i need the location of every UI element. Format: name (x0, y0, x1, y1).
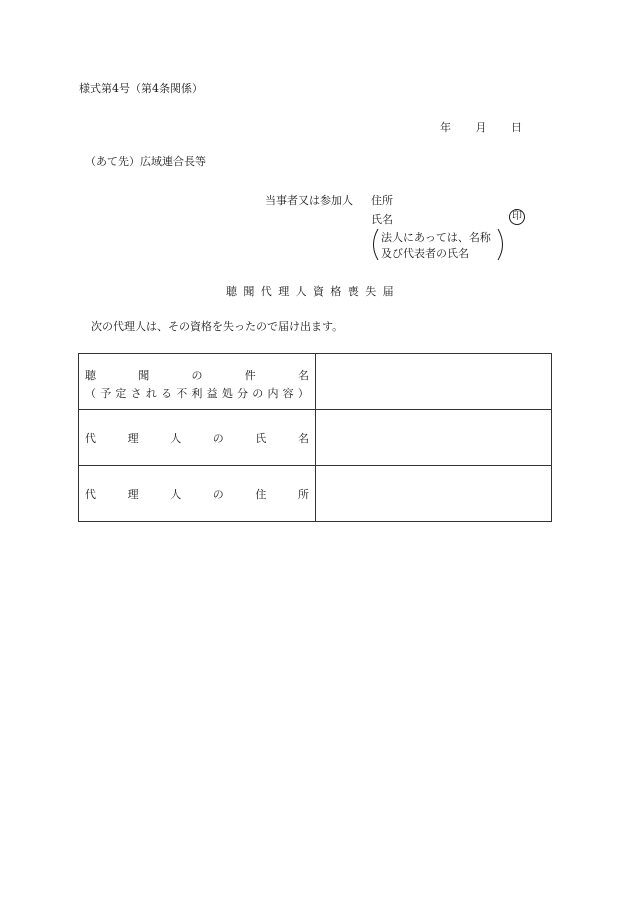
label-cell-hearing-subject (79, 354, 316, 410)
label-char: 理 (127, 431, 139, 445)
table-row (79, 354, 552, 410)
label-char: 氏 (255, 431, 267, 445)
label-char: 住 (255, 487, 267, 501)
label-char: 分 (237, 387, 249, 400)
label-char: 処 (221, 387, 233, 400)
label-char: の (212, 487, 224, 501)
label-char: 益 (206, 387, 218, 400)
label-char: る (161, 387, 173, 400)
label-char: 利 (191, 387, 203, 400)
corporation-note-line1: 法人にあっては、名称 (381, 231, 491, 244)
seal-mark: 印 (509, 209, 525, 225)
label-char: ） (297, 387, 309, 400)
address-label: 住所 (371, 194, 393, 207)
label-char: 名 (298, 369, 309, 382)
label-cell-agent-address (79, 466, 316, 522)
label-char: 人 (170, 431, 182, 445)
value-cell-agent-name[interactable] (316, 410, 552, 466)
corporation-note-line2: 及び代表者の氏名 (381, 247, 469, 260)
corporation-note (368, 228, 508, 261)
label-char: 代 (85, 431, 96, 445)
party-role-label: 当事者又は参加人 (265, 194, 353, 207)
statement-text: 次の代理人は、その資格を失ったので届け出ます。 (91, 320, 344, 333)
value-cell-agent-address[interactable] (316, 466, 552, 522)
label-char: の (252, 387, 264, 400)
label-char: 理 (127, 487, 139, 501)
label-char: （ (85, 387, 96, 400)
agent-address-label (79, 486, 315, 502)
label-char: 聴 (85, 369, 96, 382)
label-char: 容 (282, 387, 294, 400)
label-char: 予 (100, 387, 112, 400)
table-row (79, 410, 552, 466)
table-row (79, 466, 552, 522)
label-char: 所 (297, 487, 309, 501)
label-char: の (191, 369, 203, 382)
hearing-subject-label (79, 367, 315, 383)
label-char: 定 (115, 387, 127, 400)
addressee: （あて先）広域連合長等 (85, 155, 206, 168)
document-title: 聴聞代理人資格喪失届 (226, 285, 400, 298)
label-char: 件 (244, 369, 256, 382)
label-cell-agent-name (79, 410, 316, 466)
label-char: 代 (85, 487, 96, 501)
label-char: 内 (267, 387, 279, 400)
label-char: 不 (176, 387, 188, 400)
date-day-label: 日 (511, 121, 522, 134)
label-char: れ (145, 387, 157, 400)
hearing-subject-sublabel (79, 385, 315, 401)
name-label: 氏名 (371, 213, 393, 226)
info-table (78, 353, 552, 522)
value-cell-hearing-subject[interactable] (316, 354, 552, 410)
label-char: さ (130, 387, 142, 400)
label-char: 名 (297, 431, 309, 445)
date-month-label: 月 (475, 121, 487, 134)
label-char: の (212, 431, 224, 445)
label-char: 人 (170, 487, 182, 501)
agent-name-label (79, 430, 315, 446)
label-char: 聞 (138, 369, 150, 382)
form-number: 様式第4号（第4条関係） (79, 82, 203, 95)
date-line (440, 119, 522, 135)
date-year-label: 年 (440, 121, 451, 134)
